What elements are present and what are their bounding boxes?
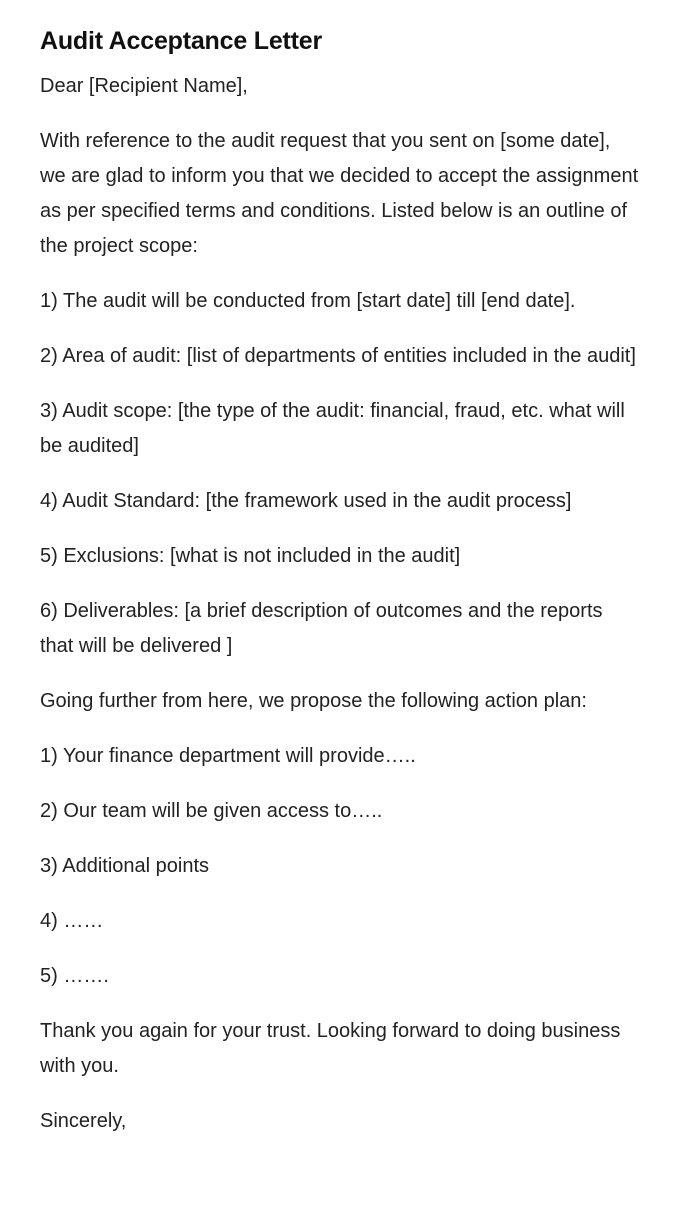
action-item-4: 4) …… xyxy=(40,910,104,932)
scope-item-4: 4) Audit Standard: [the framework used in the audit process] xyxy=(40,490,572,512)
action-item-5: 5) ……. xyxy=(40,965,109,987)
action-item-1: 1) Your finance department will provide….. xyxy=(40,745,416,767)
intro-paragraph: With reference to the audit request that you sent on [some date], we are glad to inform you that we decided to accept the assignment as per specified terms and conditions. Listed below is an outline of the project scope: xyxy=(40,130,639,257)
action-item-3: 3) Additional points xyxy=(40,855,210,877)
letter-document xyxy=(40,24,640,1139)
action-item-2: 2) Our team will be given access to….. xyxy=(40,800,383,822)
scope-item-3: 3) Audit scope: [the type of the audit: financial, fraud, etc. what will be audited] xyxy=(40,400,625,457)
closing-paragraph: Thank you again for your trust. Looking forward to doing business with you. xyxy=(40,1020,621,1077)
action-plan-intro: Going further from here, we propose the following action plan: xyxy=(40,690,587,712)
scope-item-2: 2) Area of audit: [list of departments of entities included in the audit] xyxy=(40,345,636,367)
scope-item-6: 6) Deliverables: [a brief description of outcomes and the reports that will be delivered ] xyxy=(40,600,603,657)
signoff: Sincerely, xyxy=(40,1110,127,1132)
scope-item-5: 5) Exclusions: [what is not included in the audit] xyxy=(40,545,461,567)
salutation: Dear [Recipient Name], xyxy=(40,75,248,97)
letter-title: Audit Acceptance Letter xyxy=(40,27,323,55)
scope-item-1: 1) The audit will be conducted from [start date] till [end date]. xyxy=(40,290,576,312)
